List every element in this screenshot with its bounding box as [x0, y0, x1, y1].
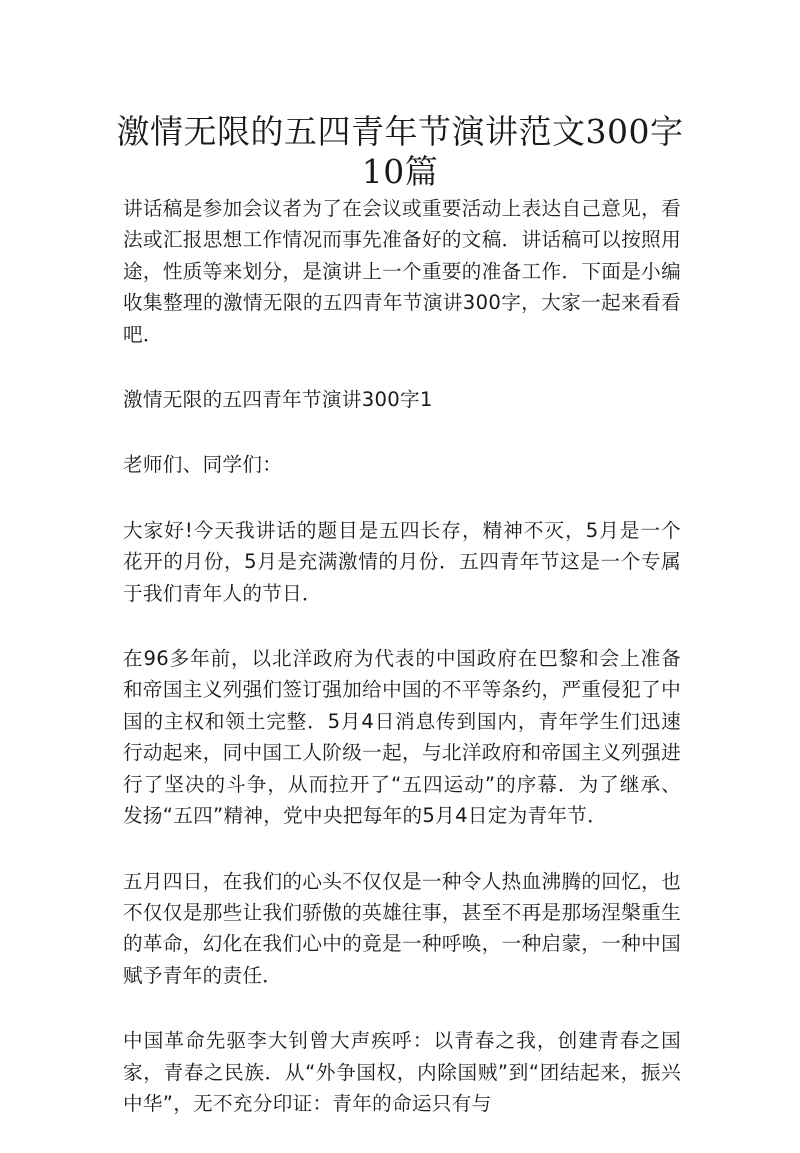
document-title: 激情无限的五四青年节演讲范文300字10篇 — [116, 112, 684, 191]
intro-paragraph: 讲话稿是参加会议者为了在会议或重要活动上表达自己意见，看法或汇报思想工作情况而事先准备好的文稿．讲话稿可以按照用途，性质等来划分，是演讲上一个重要的准备工作．下面是小编收集整理的激情无限的五四青年节演讲300字，大家一起来看看吧． — [123, 197, 681, 346]
salutation: 老师们、同学们： — [123, 453, 283, 477]
section-heading: 激情无限的五四青年节演讲300字1 — [123, 388, 433, 412]
document-body — [123, 193, 681, 1153]
body-paragraph: 在96多年前，以北洋政府为代表的中国政府在巴黎和会上准备和帝国主义列强们签订强加给中国的不平等条约，严重侵犯了中国的主权和领土完整．5月4日消息传到国内，青年学生们迅速行动起来，同中国工人阶级一起，与北洋政府和帝国主义列强进行了坚决的斗争，从而拉开了“五四运动”的序幕．为了继承、发扬“五四”精神，党中央把每年的5月4日定为青年节． — [123, 647, 681, 828]
body-paragraph: 大家好!今天我讲话的题目是五四长存，精神不灭，5月是一个花开的月份，5月是充满激情的月份．五四青年节这是一个专属于我们青年人的节日． — [123, 518, 681, 605]
body-paragraph: 中国革命先驱李大钊曾大声疾呼：以青春之我，创建青春之国家，青春之民族．从“外争国权，内除国贼”到“团结起来，振兴中华”，无不充分印证：青年的命运只有与 — [123, 1029, 681, 1115]
body-paragraph: 五月四日，在我们的心头不仅仅是一种令人热血沸腾的回忆，也不仅仅是那些让我们骄傲的英雄往事，甚至不再是那场涅槃重生的革命，幻化在我们心中的竟是一种呼唤，一种启蒙，一种中国赋予青年的责任． — [123, 869, 681, 987]
